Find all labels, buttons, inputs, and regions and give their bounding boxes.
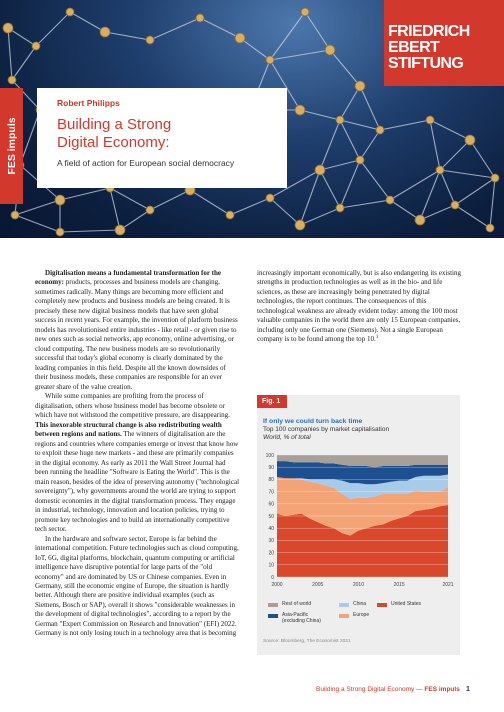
legend-label: Europe xyxy=(353,612,370,618)
network-link xyxy=(470,140,495,178)
y-tick-label: 0 xyxy=(271,574,274,581)
network-link xyxy=(430,120,440,170)
y-tick-label: 100 xyxy=(265,452,274,459)
figure-subtitle: Top 100 companies by market capitalisation xyxy=(263,426,390,433)
legend-swatch xyxy=(377,603,387,607)
body-column-right xyxy=(257,269,462,345)
network-link xyxy=(12,46,36,80)
network-link xyxy=(390,200,420,220)
network-link xyxy=(360,130,380,160)
network-link xyxy=(305,12,330,50)
paragraph-text: In the hardware and software sector, Europe is far behind the international competition. Future technologies such as cloud computing, IoT, 6G, digital platforms, blockchain, quantum computing or artificial intelligence have disruptive potential for large parts of the "old economy" and are dominated by US or Chinese companies. Even in Germany, still the economic engine of Europe, the situation is hardly better. Although there are positive individual examples (such as Siemens, Bosch or SAP), overall it shows "considerable weaknesses in the development of digital technologies", according to a report by the German "Expert Commission on Research and Innovation" (EFI) 2022. Germany is not only losing touch in a technology area that is becoming xyxy=(35,534,239,638)
network-node xyxy=(355,81,365,91)
legend-label: Asia-Pacific (excluding China) xyxy=(282,612,321,624)
network-node xyxy=(386,196,394,204)
network-link xyxy=(340,200,390,208)
y-tick-label: 90 xyxy=(268,465,274,471)
y-tick-label: 30 xyxy=(268,538,274,545)
paragraph xyxy=(35,269,240,392)
fes-logo xyxy=(384,0,504,86)
figure-tag: Fig. 1 xyxy=(257,395,287,408)
paragraph-text: increasingly important economically, but is also endangering its existing strengths in production technologies as well as in the bio- and life sciences, as these are increasingly being penetrated by digital technologies, the report continues. The consequences of this technological weakness are already evident today: among the 100 most valuable companies in the world there are only 15 European companies, including only one German one (Siemens). Not a single European company is to be found among the top 10. xyxy=(257,269,462,344)
network-link xyxy=(270,198,300,225)
network-node xyxy=(8,76,16,84)
network-link xyxy=(8,28,12,80)
network-link xyxy=(110,188,150,210)
network-link xyxy=(440,170,455,205)
network-node xyxy=(301,8,309,16)
network-link xyxy=(270,50,330,60)
network-node xyxy=(266,194,274,202)
network-link xyxy=(320,170,340,208)
network-node xyxy=(486,224,494,232)
network-node xyxy=(226,211,234,219)
x-tick-label: 2005 xyxy=(312,582,324,588)
body-column-left xyxy=(35,269,240,639)
network-link xyxy=(200,18,240,38)
network-link xyxy=(70,12,105,32)
author-name: Robert Philipps xyxy=(57,98,120,108)
network-link xyxy=(300,170,320,225)
network-node xyxy=(415,215,425,225)
logo-line: STIFTUNG xyxy=(388,55,464,72)
footer-series: FES impuls xyxy=(424,686,460,693)
network-node xyxy=(465,135,475,145)
network-link xyxy=(240,38,270,60)
network-link xyxy=(60,230,120,232)
network-link xyxy=(190,190,230,215)
paragraph-continued xyxy=(257,269,462,345)
x-tick-label: 2021 xyxy=(442,582,454,588)
network-link xyxy=(490,178,495,228)
x-tick-label: 2000 xyxy=(271,582,283,588)
network-node xyxy=(436,166,444,174)
legend-label: China xyxy=(353,601,367,607)
network-node xyxy=(66,8,74,16)
legend-label: Rest of world xyxy=(282,601,312,607)
network-node xyxy=(376,126,384,134)
x-tick-label: 2015 xyxy=(393,582,405,588)
network-node xyxy=(325,45,335,55)
network-node xyxy=(56,228,64,236)
figure-source: Source: Bloomberg, The Economist 2021 xyxy=(263,639,351,644)
y-tick-label: 40 xyxy=(268,526,274,532)
figure-unit: World, % of total xyxy=(263,434,311,441)
legend-swatch xyxy=(339,603,349,607)
network-node xyxy=(11,211,19,219)
network-node xyxy=(295,105,305,115)
network-link xyxy=(340,120,360,160)
network-node xyxy=(491,174,499,182)
y-tick-label: 70 xyxy=(268,489,274,496)
network-link xyxy=(36,12,70,46)
figure-box xyxy=(257,395,460,655)
legend-swatch xyxy=(268,603,278,607)
network-node xyxy=(266,56,274,64)
logo-line: EBERT xyxy=(388,39,440,56)
y-tick-label: 80 xyxy=(268,477,274,484)
network-link xyxy=(380,120,430,130)
network-link xyxy=(455,205,490,228)
lead-bold: Digitalisation means a fundamental transformation for the economy: xyxy=(35,269,222,287)
network-node xyxy=(315,165,325,175)
series-tab xyxy=(0,88,23,204)
network-link xyxy=(110,188,120,230)
paragraph xyxy=(35,535,240,639)
network-node xyxy=(3,23,13,33)
paragraph-text: products, processes and business models are changing, sometimes radically. Many things are becoming more efficient and completely new products and business models are being created. It is precisely these new digital business models that have seen global success in recent years. For example, the invention of platform business models has revolutionised entire industries - like retail - or given rise to new ones such as social networks, app economy, online advertising, or cloud computing. The new business models are so revolutionarily successful that today's global economy is clearly dominated by the leading companies in this field. Despite all the known downsides of their business models, these companies are responsible for an ever greater share of the value creation. xyxy=(35,278,238,391)
network-link xyxy=(320,160,360,170)
series-tab-label: FES impuls xyxy=(5,117,18,175)
legend-swatch xyxy=(339,614,349,618)
y-tick-label: 60 xyxy=(268,501,274,508)
legend-swatch xyxy=(268,614,278,618)
network-link xyxy=(60,188,110,200)
network-link xyxy=(230,198,270,215)
network-node xyxy=(336,204,344,212)
y-tick-label: 50 xyxy=(268,513,274,520)
footer-running-title: Building a Strong Digital Economy — xyxy=(316,686,425,693)
network-link xyxy=(320,120,340,170)
title-line: Building a Strong xyxy=(57,116,172,133)
y-tick-label: 20 xyxy=(268,550,274,557)
network-node xyxy=(356,156,364,164)
network-link xyxy=(360,160,390,200)
paragraph-text: While some companies are profiting from the process of digitalisation, others whose business model has become obsolete or which have not withstood the competitive pressure, are disappearing. xyxy=(35,392,230,420)
network-link xyxy=(105,32,150,40)
network-link xyxy=(300,208,340,225)
network-link xyxy=(300,110,340,120)
network-link xyxy=(120,210,150,230)
page-title xyxy=(57,116,287,152)
network-link xyxy=(270,12,305,60)
network-link xyxy=(150,190,190,210)
title-card xyxy=(37,88,287,188)
network-link xyxy=(340,120,380,130)
stacked-area-chart xyxy=(257,445,460,595)
network-link xyxy=(390,170,440,200)
network-link xyxy=(330,50,360,86)
emphasis-bold: This inexorable structural change is also redistributing wealth between regions and nations. xyxy=(35,420,222,439)
paragraph-text: The winners of digitalisation are the regions and countries where companies emerge or invest that know how to exploit these huge new markets - and these are primarily companies in the digital economy. As early as 2011 the Wall Street Journal had been running the headline "Software is Eating the World". This is the main reason, besides of the idea of preserving autonomy ("technological sovereignty"), why governments around the world are trying to support domestic economies in the digital transformation process. They engage in industrial, technology, innovation and location policies, trying to promote key technologies and to build an internationally competitive tech sector. xyxy=(35,430,240,534)
network-link xyxy=(440,140,470,170)
network-node xyxy=(196,14,204,22)
legend-label: United States xyxy=(391,601,422,607)
network-link xyxy=(360,86,380,130)
network-link xyxy=(455,178,495,205)
page-footer xyxy=(316,684,470,693)
footnote-mark: 1 xyxy=(375,335,379,341)
network-node xyxy=(451,201,459,209)
network-link xyxy=(340,160,360,208)
paragraph xyxy=(35,392,240,534)
network-link xyxy=(440,170,495,178)
network-node xyxy=(115,225,125,235)
figure-title: If only we could turn back time xyxy=(263,418,363,425)
network-node xyxy=(295,220,305,230)
network-node xyxy=(146,206,154,214)
page-number: 1 xyxy=(465,684,470,693)
network-link xyxy=(150,18,200,40)
logo-line: FRIEDRICH xyxy=(388,23,470,40)
network-node xyxy=(32,42,40,50)
y-tick-label: 10 xyxy=(268,562,274,569)
network-node xyxy=(235,33,245,43)
page-subtitle: A field of action for European social democracy xyxy=(57,158,235,168)
network-node xyxy=(426,116,434,124)
network-node xyxy=(55,195,65,205)
network-link xyxy=(15,215,60,232)
network-node xyxy=(100,27,110,37)
network-link xyxy=(430,120,470,140)
title-line: Digital Economy: xyxy=(57,134,170,151)
x-tick-label: 2010 xyxy=(352,582,364,588)
network-node xyxy=(336,116,344,124)
network-node xyxy=(146,36,154,44)
network-link xyxy=(340,86,360,120)
